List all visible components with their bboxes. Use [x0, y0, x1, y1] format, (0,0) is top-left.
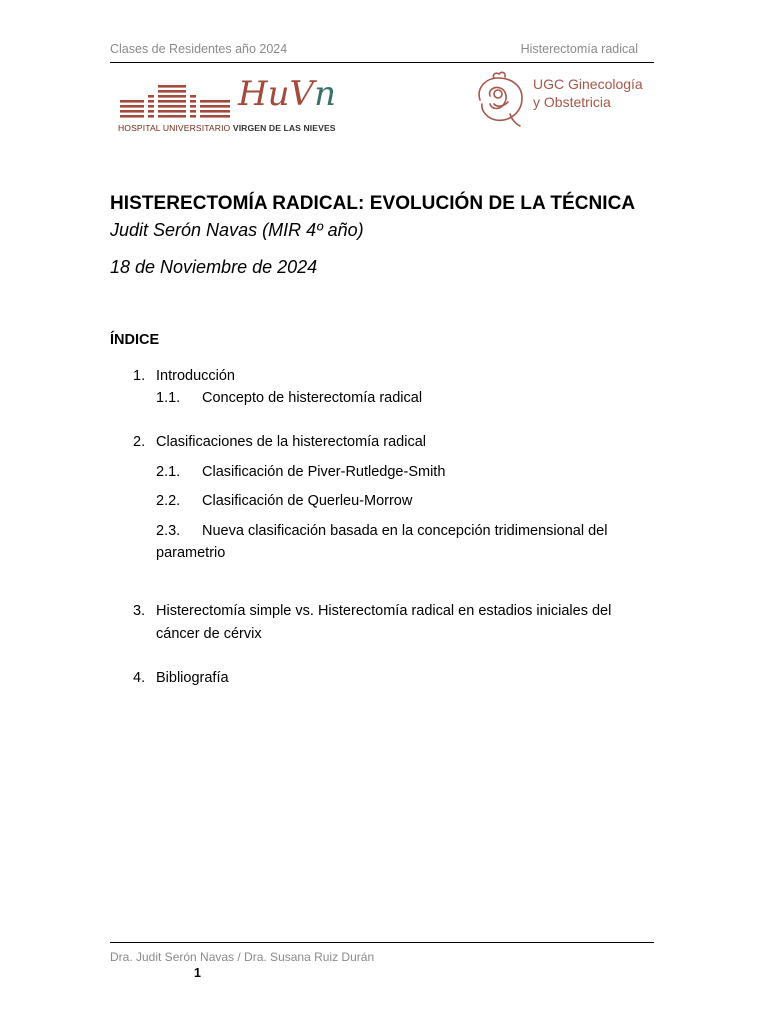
- toc-item-text: Bibliografía: [156, 670, 229, 686]
- toc-subitem-text: Nueva clasificación basada en la concepción tridimensional del: [202, 523, 608, 539]
- toc-subitem-text: Clasificación de Piver-Rutledge-Smith: [202, 464, 446, 480]
- toc-subitem-number: 2.2.: [156, 493, 181, 509]
- huvn-caption-part1: HOSPITAL UNIVERSITARIO: [118, 123, 231, 133]
- footer-authors: Dra. Judit Serón Navas / Dra. Susana Ruiz Durán: [110, 950, 375, 964]
- header-left-text: Clases de Residentes año 2024: [110, 42, 288, 56]
- toc-item-number: 2.: [133, 434, 146, 450]
- toc-subitem-text: Clasificación de Querleu-Morrow: [202, 493, 413, 509]
- toc-item-text: Histerectomía simple vs. Histerectomía radical en estadios iniciales del: [156, 603, 612, 619]
- toc-item-text: Clasificaciones de la histerectomía radical: [156, 434, 426, 450]
- toc-subitem-text: Concepto de histerectomía radical: [202, 390, 423, 406]
- pomegranate-baby-icon: [472, 70, 530, 128]
- toc-item-number: 4.: [133, 670, 146, 686]
- huvn-wordmark: [238, 74, 336, 114]
- header-right-text: Histerectomía radical: [520, 42, 638, 56]
- toc-item-number: 1.: [133, 368, 146, 384]
- toc-item-number: 3.: [133, 603, 146, 619]
- header-divider: [110, 62, 654, 63]
- hospital-logo: [118, 76, 340, 138]
- huvn-caption-part2: VIRGEN DE LAS NIEVES: [232, 123, 336, 133]
- author-line: Judit Serón Navas (MIR 4º año): [110, 220, 364, 240]
- huvn-wordmark-part2: n: [314, 74, 337, 114]
- huvn-caption: [118, 123, 336, 133]
- toc-item-continuation: cáncer de cérvix: [156, 626, 262, 642]
- page-number: 1: [194, 966, 201, 980]
- ugc-logo: [472, 70, 662, 132]
- hospital-building-icon: [118, 76, 234, 120]
- document-title: HISTERECTOMÍA RADICAL: EVOLUCIÓN DE LA TÉCNICA: [110, 193, 636, 214]
- footer-divider: [110, 942, 654, 943]
- toc-subitem-number: 1.1.: [156, 390, 181, 406]
- document-date: 18 de Noviembre de 2024: [110, 257, 318, 277]
- index-heading: ÍNDICE: [110, 332, 160, 348]
- toc-subitem-number: 2.3.: [156, 523, 181, 539]
- toc-subitem-continuation: parametrio: [156, 545, 226, 561]
- toc-item-text: Introducción: [156, 368, 235, 384]
- ugc-logo-line2: y Obstetricia: [533, 94, 611, 110]
- toc-subitem-number: 2.1.: [156, 464, 181, 480]
- ugc-logo-line1: UGC Ginecología: [533, 76, 643, 92]
- huvn-wordmark-part1: HuV: [238, 74, 315, 114]
